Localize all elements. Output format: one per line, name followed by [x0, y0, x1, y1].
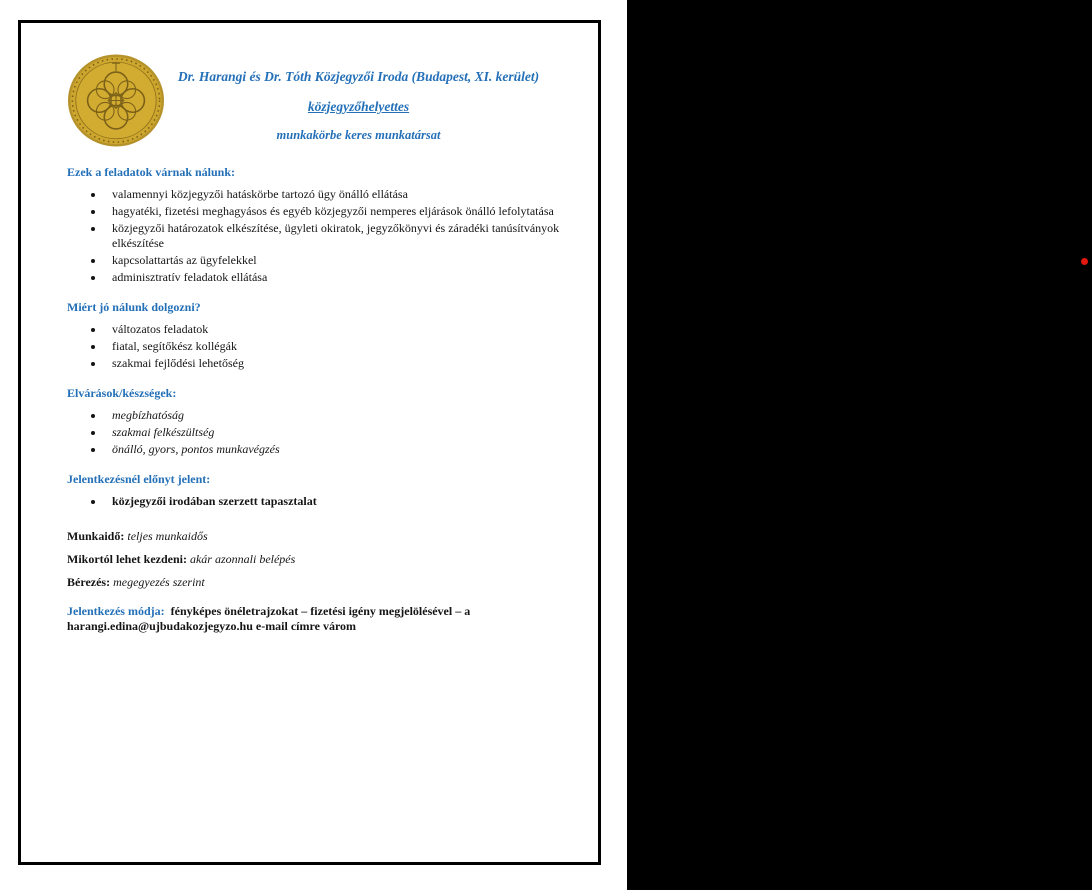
detail-row: [67, 575, 568, 590]
bullet-list: [67, 322, 568, 371]
detail-row: [67, 552, 568, 567]
bullet-item: • változatos feladatok: [105, 322, 568, 337]
application-label: Jelentkezés módja:: [67, 604, 165, 618]
bullet-item: • közjegyzői határozatok elkészítése, ügyleti okiratok, jegyzőkönyvi és záradéki tanúsítványok elkészítése: [105, 221, 568, 251]
bullet-item: • szakmai fejlődési lehetőség: [105, 356, 568, 371]
sections-container: [67, 165, 568, 509]
detail-label: Mikortól lehet kezdeni:: [67, 552, 190, 566]
document-titles: [165, 53, 558, 148]
bullet-item: • önálló, gyors, pontos munkavégzés: [105, 442, 568, 457]
position-title: közjegyzőhelyettes: [307, 99, 410, 114]
section-2: [67, 300, 568, 371]
bullet-item: • adminisztratív feladatok ellátása: [105, 270, 568, 285]
details-container: [67, 529, 568, 590]
section-4: [67, 472, 568, 509]
document-page: [18, 20, 601, 865]
detail-label: Munkaidő:: [67, 529, 128, 543]
bullet-list: [67, 187, 568, 285]
document-header: [67, 53, 558, 148]
section-heading: Miért jó nálunk dolgozni?: [67, 300, 201, 314]
bullet-item: • szakmai felkészültség: [105, 425, 568, 440]
position-subtitle: munkakörbe keres munkatársat: [276, 128, 441, 142]
document-body: [67, 165, 568, 634]
section-3: [67, 386, 568, 457]
section-1: [67, 165, 568, 285]
office-title: Dr. Harangi és Dr. Tóth Közjegyzői Iroda (Budapest, XI. kerület): [177, 69, 540, 84]
application-text: fényképes önéletrajzokat – fizetési igény megjelölésével – a harangi.edina@ujbudakozjegyzo.hu e-mail címre várom: [67, 604, 471, 633]
red-dot-indicator: [1081, 258, 1088, 265]
bullet-item: • megbízhatóság: [105, 408, 568, 423]
detail-value: teljes munkaidős: [127, 529, 208, 543]
detail-row: [67, 529, 568, 544]
bullet-list: [67, 408, 568, 457]
bullet-item: • kapcsolattartás az ügyfelekkel: [105, 253, 568, 268]
application-paragraph: [67, 604, 568, 634]
bullet-item: • közjegyzői irodában szerzett tapasztalat: [105, 494, 568, 509]
notary-seal-icon: [67, 53, 165, 148]
bullet-list: [67, 494, 568, 509]
bullet-item: • fiatal, segítőkész kollégák: [105, 339, 568, 354]
section-heading: Elvárások/készségek:: [67, 386, 177, 400]
section-heading: Jelentkezésnél előnyt jelent:: [67, 472, 211, 486]
detail-label: Bérezés:: [67, 575, 114, 589]
detail-value: akár azonnali belépés: [189, 552, 296, 566]
section-heading: Ezek a feladatok várnak nálunk:: [67, 165, 236, 179]
bullet-item: • hagyatéki, fizetési meghagyásos és egyéb közjegyzői nemperes eljárások önálló lefolytatása: [105, 204, 568, 219]
detail-value: megegyezés szerint: [113, 575, 205, 589]
bullet-item: • valamennyi közjegyzői hatáskörbe tartozó ügy önálló ellátása: [105, 187, 568, 202]
